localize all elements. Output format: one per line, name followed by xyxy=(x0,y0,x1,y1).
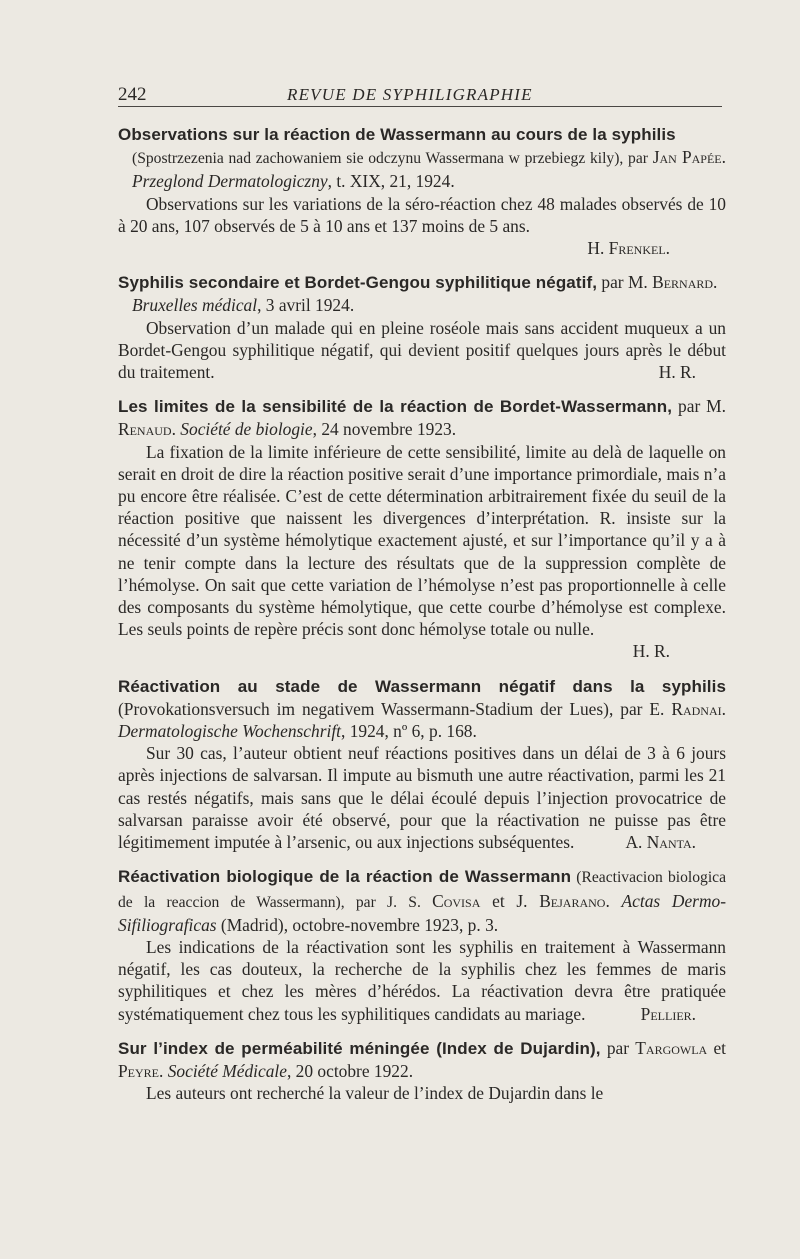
author-name: Jan Papée xyxy=(652,147,722,168)
running-title: REVUE DE SYPHILIGRAPHIE xyxy=(287,85,533,104)
entry-title: Les limites de la sensibilité de la réaction de Bordet-Wassermann, xyxy=(118,397,673,417)
entry-signature: A. Nanta. xyxy=(625,832,696,853)
author-name: Targowla xyxy=(635,1037,708,1058)
entry-citation: (Spostrzezenia nad zachowaniem sie odczynu Wassermana w przebiegz kily), par Jan Papée. Przeglond Dermatologiczny, t. XIX, 21, 1924. xyxy=(132,147,726,192)
entry-body: La fixation de la limite inférieure de cette sensibilité, limite au delà de laquelle on serait en droit de dire la réaction positive serait d’une importance primordiale, mais n’a pu encore être réalisée. C’est de cette détermination arbitrairement fixée du seuil de la réaction positive que naissent les divergences d’interprétation. R. insiste sur la nécessité d’un système hémolytique exactement ajusté, et sur l’importance qu’il y a à ne tenir compte dans la lecture des résultats que de la suppression complète de l’hémolyse. On sait que cette variation de l’hémolyse n’est pas proportionnelle à celle des composants du système hémolytique, que cette courbe d’hémolyse est complexe. Les seuls points de repère précis sont donc hémolyse totale ou nulle. xyxy=(118,441,726,640)
journal-name: Société de biologie xyxy=(180,419,313,440)
entry-heading: Les limites de la sensibilité de la réaction de Bordet-Wassermann, par M. Renaud. Société de biologie, 24 novembre 1923. xyxy=(118,396,726,440)
entry-signature: H. R. xyxy=(632,641,670,662)
author-name: Covisa xyxy=(432,890,481,911)
review-entry xyxy=(118,271,726,383)
author-name: Bejarano xyxy=(539,890,606,911)
review-entry xyxy=(118,395,726,662)
journal-name: Przeglond Dermatologiczny xyxy=(132,171,328,192)
author-name: Radnai xyxy=(671,698,722,719)
review-entry xyxy=(118,1037,726,1105)
author-name: Bernard xyxy=(652,272,714,293)
journal-name: Actas Dermo-Sifiliograficas xyxy=(118,890,726,935)
entry-signature: Pellier. xyxy=(640,1003,696,1024)
entry-heading: Réactivation au stade de Wassermann négatif dans la syphilis (Provokationsversuch im negativem Wassermann-Stadium der Lues), par E. Radnai. Dermatologische Wochenschrift, 1924, nº 6, p. 168. xyxy=(118,676,726,742)
review-entry xyxy=(118,675,726,854)
entry-body: Les auteurs ont recherché la valeur de l’index de Dujardin dans le xyxy=(146,1083,604,1104)
journal-name: Bruxelles médical xyxy=(132,295,258,316)
entry-title: Observations sur la réaction de Wassermann au cours de la syphilis xyxy=(118,125,676,144)
entry-title: Réactivation au stade de Wassermann négatif dans la syphilis xyxy=(118,676,726,696)
review-entry xyxy=(118,865,726,1024)
entry-body: Les indications de la réactivation sont les syphilis en traitement à Wassermann négatif, les cas douteux, la recherche de la syphilis chez les femmes de maris syphilitiques et chez les mères d’hérédos. La réactivation devra être pratiquée systématiquement chez tous les syphilitiques candidats au mariage. Pellier. xyxy=(118,936,726,1024)
entry-heading: Syphilis secondaire et Bordet-Gengou syphilitique négatif, par M. Bernard. Bruxelles médical, 3 avril 1924. xyxy=(118,272,718,316)
entry-heading: Réactivation biologique de la réaction de Wassermann (Reactivacion biologica de la reaccion de Wassermann), par J. S. Covisa et J. Bejarano. Actas Dermo-Sifiliograficas (Madrid), octobre-novembre 1923, p. 3. xyxy=(118,867,726,935)
author-name: Peyre xyxy=(118,1060,160,1081)
journal-name: Dermatologische Wochenschrift xyxy=(118,721,341,742)
entry-title: Syphilis secondaire et Bordet-Gengou syphilitique négatif, xyxy=(118,273,598,293)
entry-heading: Sur l’index de perméabilité méningée (Index de Dujardin), par Targowla et Peyre. Société Médicale, 20 octobre 1922. xyxy=(118,1037,727,1081)
page-content xyxy=(118,124,726,1116)
page-number: 242 xyxy=(118,84,147,105)
review-entry xyxy=(118,124,726,259)
entry-title: Réactivation biologique de la réaction de Wassermann xyxy=(118,867,572,887)
entry-title: Sur l’index de perméabilité méningée (Index de Dujardin), xyxy=(118,1038,601,1058)
entry-body: Sur 30 cas, l’auteur obtient neuf réactions positives dans un délai de 3 à 6 jours après injections de salvarsan. Il impute au bismuth une autre réactivation, parmi les 21 cas restés négatifs, mais sans que le délai écoulé depuis l’injection provocatrice de salvarsan paraisse avoir été observé, pour que la réactivation ne puisse pas être légitimement imputée à l’arsenic, ou aux injections subséquentes. A. Nanta. xyxy=(118,743,726,853)
journal-name: Société Médicale xyxy=(167,1060,287,1081)
entry-body: Observations sur les variations de la séro-réaction chez 48 malades observés de 10 à 20 ans, 107 observés de 5 à 10 ans et 137 moins de 5 ans. xyxy=(118,193,726,236)
author-name: Renaud xyxy=(118,419,172,440)
entry-signature: H. R. xyxy=(658,362,696,383)
header-rule xyxy=(118,106,722,107)
entry-signature: H. Frenkel. xyxy=(587,238,670,259)
entry-body: Observation d’un malade qui en pleine roséole mais sans accident muqueux a un Bordet-Gengou syphilitique négatif, qui devient positif quelques jours après le début du traitement. H. R. xyxy=(118,317,726,383)
page-header xyxy=(0,84,800,108)
